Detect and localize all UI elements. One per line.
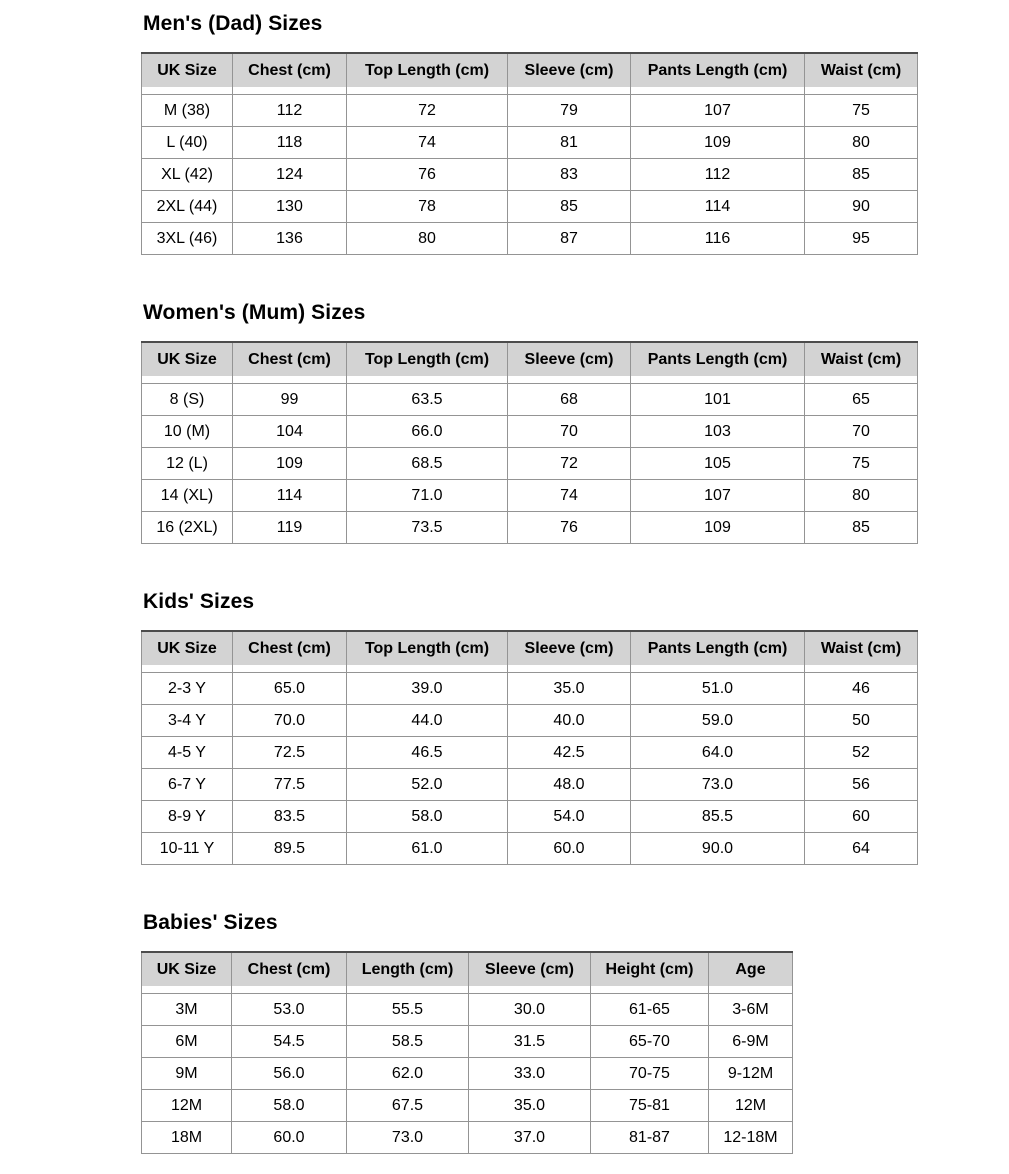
table-cell: 90 xyxy=(805,191,918,223)
table-cell: 70.0 xyxy=(233,705,347,737)
table-cell: 56.0 xyxy=(232,1058,347,1090)
table-cell: 40.0 xyxy=(508,705,631,737)
table-cell: 109 xyxy=(631,127,805,159)
column-header: UK Size xyxy=(142,342,233,384)
babies-sizes-title: Babies' Sizes xyxy=(143,911,278,934)
kids-sizes-table xyxy=(141,630,918,865)
table-cell: 124 xyxy=(233,159,347,191)
section-womens-sizes xyxy=(141,301,1009,544)
table-cell: 78 xyxy=(347,191,508,223)
table-row xyxy=(142,127,918,159)
table-cell: M (38) xyxy=(142,95,233,127)
table-cell: 8-9 Y xyxy=(142,801,233,833)
header-row xyxy=(142,952,793,994)
table-cell: 58.5 xyxy=(347,1026,469,1058)
table-cell: 60 xyxy=(805,801,918,833)
table-cell: 48.0 xyxy=(508,769,631,801)
table-row xyxy=(142,994,793,1026)
table-cell: 83.5 xyxy=(233,801,347,833)
table-row xyxy=(142,191,918,223)
table-cell: 77.5 xyxy=(233,769,347,801)
table-cell: 73.0 xyxy=(631,769,805,801)
table-cell: 87 xyxy=(508,223,631,255)
table-row xyxy=(142,737,918,769)
table-cell: 10-11 Y xyxy=(142,833,233,865)
column-header: Sleeve (cm) xyxy=(508,342,631,384)
table-cell: 6M xyxy=(142,1026,232,1058)
table-cell: 90.0 xyxy=(631,833,805,865)
column-header: Waist (cm) xyxy=(805,342,918,384)
table-row xyxy=(142,416,918,448)
table-cell: 6-7 Y xyxy=(142,769,233,801)
section-kids-sizes xyxy=(141,590,1009,865)
column-header: Pants Length (cm) xyxy=(631,342,805,384)
table-cell: 63.5 xyxy=(347,384,508,416)
table-cell: 95 xyxy=(805,223,918,255)
table-cell: 105 xyxy=(631,448,805,480)
table-cell: 46 xyxy=(805,673,918,705)
header-row xyxy=(142,53,918,95)
table-cell: 118 xyxy=(233,127,347,159)
table-cell: 46.5 xyxy=(347,737,508,769)
table-cell: 67.5 xyxy=(347,1090,469,1122)
column-header: Pants Length (cm) xyxy=(631,53,805,95)
table-cell: 3-4 Y xyxy=(142,705,233,737)
table-cell: 42.5 xyxy=(508,737,631,769)
table-cell: 119 xyxy=(233,512,347,544)
table-cell: 3-6M xyxy=(709,994,793,1026)
table-cell: 112 xyxy=(631,159,805,191)
table-cell: 75 xyxy=(805,448,918,480)
table-cell: 114 xyxy=(233,480,347,512)
table-cell: 65 xyxy=(805,384,918,416)
babies-sizes-table xyxy=(141,951,793,1154)
table-cell: 3M xyxy=(142,994,232,1026)
table-row xyxy=(142,159,918,191)
womens-sizes-title: Women's (Mum) Sizes xyxy=(143,301,366,324)
column-header: Top Length (cm) xyxy=(347,342,508,384)
table-cell: 12 (L) xyxy=(142,448,233,480)
table-cell: 80 xyxy=(805,480,918,512)
table-cell: 112 xyxy=(233,95,347,127)
table-row xyxy=(142,512,918,544)
table-cell: 58.0 xyxy=(347,801,508,833)
table-cell: 52 xyxy=(805,737,918,769)
table-cell: 80 xyxy=(347,223,508,255)
table-cell: 73.5 xyxy=(347,512,508,544)
table-cell: 3XL (46) xyxy=(142,223,233,255)
table-cell: 9M xyxy=(142,1058,232,1090)
table-row xyxy=(142,769,918,801)
table-cell: 70 xyxy=(508,416,631,448)
table-cell: 130 xyxy=(233,191,347,223)
table-cell: 53.0 xyxy=(232,994,347,1026)
table-cell: 18M xyxy=(142,1122,232,1154)
table-cell: 83 xyxy=(508,159,631,191)
table-row xyxy=(142,384,918,416)
table-cell: 44.0 xyxy=(347,705,508,737)
column-header: Top Length (cm) xyxy=(347,631,508,673)
table-cell: 31.5 xyxy=(469,1026,591,1058)
table-cell: 35.0 xyxy=(469,1090,591,1122)
table-cell: 114 xyxy=(631,191,805,223)
table-cell: 16 (2XL) xyxy=(142,512,233,544)
table-cell: 73.0 xyxy=(347,1122,469,1154)
table-cell: 65-70 xyxy=(591,1026,709,1058)
table-cell: 85.5 xyxy=(631,801,805,833)
table-cell: 89.5 xyxy=(233,833,347,865)
table-cell: 76 xyxy=(508,512,631,544)
table-cell: 70 xyxy=(805,416,918,448)
table-cell: 65.0 xyxy=(233,673,347,705)
column-header: Chest (cm) xyxy=(233,342,347,384)
table-cell: 72.5 xyxy=(233,737,347,769)
column-header: Sleeve (cm) xyxy=(508,631,631,673)
womens-sizes-table xyxy=(141,341,918,544)
table-cell: 107 xyxy=(631,95,805,127)
table-cell: 54.5 xyxy=(232,1026,347,1058)
column-header: UK Size xyxy=(142,952,232,994)
table-cell: 6-9M xyxy=(709,1026,793,1058)
table-row xyxy=(142,833,918,865)
table-cell: 116 xyxy=(631,223,805,255)
table-cell: 60.0 xyxy=(508,833,631,865)
column-header: Top Length (cm) xyxy=(347,53,508,95)
column-header: Height (cm) xyxy=(591,952,709,994)
table-row xyxy=(142,223,918,255)
table-cell: 2XL (44) xyxy=(142,191,233,223)
column-header: Pants Length (cm) xyxy=(631,631,805,673)
table-cell: 9-12M xyxy=(709,1058,793,1090)
table-cell: 10 (M) xyxy=(142,416,233,448)
column-header: UK Size xyxy=(142,53,233,95)
section-babies-sizes xyxy=(141,911,1009,1154)
table-cell: 59.0 xyxy=(631,705,805,737)
table-row xyxy=(142,480,918,512)
table-cell: 58.0 xyxy=(232,1090,347,1122)
table-cell: 75-81 xyxy=(591,1090,709,1122)
table-cell: 39.0 xyxy=(347,673,508,705)
table-cell: 54.0 xyxy=(508,801,631,833)
table-cell: 64 xyxy=(805,833,918,865)
column-header: UK Size xyxy=(142,631,233,673)
table-cell: 99 xyxy=(233,384,347,416)
table-cell: 85 xyxy=(805,512,918,544)
table-cell: 76 xyxy=(347,159,508,191)
table-cell: 52.0 xyxy=(347,769,508,801)
table-cell: 14 (XL) xyxy=(142,480,233,512)
table-cell: 85 xyxy=(508,191,631,223)
table-row xyxy=(142,95,918,127)
column-header: Length (cm) xyxy=(347,952,469,994)
table-cell: 66.0 xyxy=(347,416,508,448)
table-cell: 75 xyxy=(805,95,918,127)
table-cell: 80 xyxy=(805,127,918,159)
table-cell: 72 xyxy=(347,95,508,127)
table-cell: 103 xyxy=(631,416,805,448)
column-header: Waist (cm) xyxy=(805,53,918,95)
table-cell: 72 xyxy=(508,448,631,480)
table-row xyxy=(142,1122,793,1154)
table-cell: 60.0 xyxy=(232,1122,347,1154)
table-row xyxy=(142,448,918,480)
column-header: Chest (cm) xyxy=(233,631,347,673)
table-cell: XL (42) xyxy=(142,159,233,191)
table-cell: 50 xyxy=(805,705,918,737)
header-row xyxy=(142,342,918,384)
column-header: Chest (cm) xyxy=(233,53,347,95)
table-cell: 51.0 xyxy=(631,673,805,705)
table-cell: 35.0 xyxy=(508,673,631,705)
column-header: Sleeve (cm) xyxy=(508,53,631,95)
column-header: Sleeve (cm) xyxy=(469,952,591,994)
table-row xyxy=(142,1090,793,1122)
table-cell: 12M xyxy=(709,1090,793,1122)
table-cell: 30.0 xyxy=(469,994,591,1026)
table-cell: 61-65 xyxy=(591,994,709,1026)
header-row xyxy=(142,631,918,673)
table-row xyxy=(142,1026,793,1058)
table-row xyxy=(142,673,918,705)
table-cell: 79 xyxy=(508,95,631,127)
table-cell: 37.0 xyxy=(469,1122,591,1154)
column-header: Chest (cm) xyxy=(232,952,347,994)
table-cell: 74 xyxy=(508,480,631,512)
table-cell: 109 xyxy=(233,448,347,480)
section-mens-sizes xyxy=(141,12,1009,255)
mens-sizes-table xyxy=(141,52,918,255)
table-cell: L (40) xyxy=(142,127,233,159)
table-cell: 101 xyxy=(631,384,805,416)
table-row xyxy=(142,1058,793,1090)
table-cell: 55.5 xyxy=(347,994,469,1026)
table-cell: 70-75 xyxy=(591,1058,709,1090)
table-cell: 109 xyxy=(631,512,805,544)
table-cell: 104 xyxy=(233,416,347,448)
table-cell: 8 (S) xyxy=(142,384,233,416)
mens-sizes-title: Men's (Dad) Sizes xyxy=(143,12,323,35)
table-cell: 61.0 xyxy=(347,833,508,865)
table-cell: 68.5 xyxy=(347,448,508,480)
column-header: Age xyxy=(709,952,793,994)
table-row xyxy=(142,801,918,833)
table-cell: 81-87 xyxy=(591,1122,709,1154)
table-cell: 2-3 Y xyxy=(142,673,233,705)
table-cell: 107 xyxy=(631,480,805,512)
table-cell: 81 xyxy=(508,127,631,159)
table-cell: 136 xyxy=(233,223,347,255)
table-cell: 33.0 xyxy=(469,1058,591,1090)
table-cell: 62.0 xyxy=(347,1058,469,1090)
table-cell: 64.0 xyxy=(631,737,805,769)
kids-sizes-title: Kids' Sizes xyxy=(143,590,255,613)
table-cell: 71.0 xyxy=(347,480,508,512)
table-cell: 74 xyxy=(347,127,508,159)
table-cell: 12M xyxy=(142,1090,232,1122)
table-cell: 12-18M xyxy=(709,1122,793,1154)
column-header: Waist (cm) xyxy=(805,631,918,673)
table-cell: 68 xyxy=(508,384,631,416)
table-cell: 56 xyxy=(805,769,918,801)
table-row xyxy=(142,705,918,737)
table-cell: 85 xyxy=(805,159,918,191)
table-cell: 4-5 Y xyxy=(142,737,233,769)
